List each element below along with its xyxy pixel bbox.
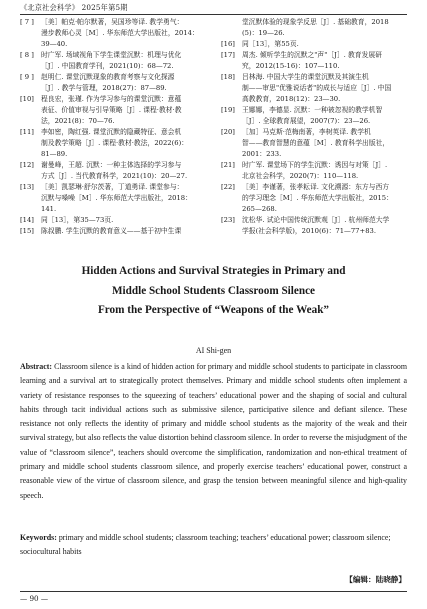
reference-item bbox=[221, 50, 407, 72]
keywords-paragraph bbox=[20, 531, 407, 560]
reference-text: 王娜娜，李德显. 沉默：一种被忽视的教学机智 ［J］. 全球教育展望，2007(7)：23—26. bbox=[242, 106, 383, 125]
reference-item bbox=[221, 127, 407, 160]
reference-item bbox=[221, 215, 407, 237]
reference-text: 同［13］，第35—73页. bbox=[41, 216, 114, 224]
reference-number: [15] bbox=[20, 227, 34, 235]
reference-number: [13] bbox=[20, 183, 34, 191]
reference-number: [18] bbox=[221, 73, 235, 81]
reference-number: [23] bbox=[221, 216, 235, 224]
reference-text: 沈松华. 试论中国传统沉默观［J］. 杭州师范大学 学报(社会科学版)，2010(6)：71—77+83. bbox=[242, 216, 390, 235]
reference-text: 周杰. 倾听学生的沉默之"声"［J］. 教育发展研 究，2012(15-16)：107—110. bbox=[242, 51, 382, 70]
title-line-2: Middle School Students Classroom Silence bbox=[111, 284, 316, 297]
keywords-text: primary and middle school students; classroom teaching; teachers’ educational power; classroom silence; sociocultural habits bbox=[20, 533, 391, 557]
reference-text: 赵明仁. 课堂沉默现象的教育考察与文化探源 ［J］. 教学与管理，2018(27)：87—89. bbox=[41, 73, 175, 92]
author-name: AI Shi-gen bbox=[195, 346, 232, 355]
journal-header: 《北京社会科学》 2025年第5期 bbox=[20, 3, 128, 12]
footer-divider bbox=[20, 591, 407, 592]
reference-item bbox=[221, 105, 407, 127]
reference-text: 时广军. 场域视角下学生课堂沉默：机理与优化 ［J］. 中国教育学刊，2021(10)：68—72. bbox=[41, 51, 182, 70]
reference-number: [12] bbox=[20, 161, 34, 169]
references-left-column bbox=[20, 17, 206, 237]
reference-item bbox=[221, 72, 407, 105]
reference-text: 时广军. 课堂场下的学生沉默：诱因与对策［J］. 北京社会科学，2020(7)：110—118. bbox=[242, 161, 388, 180]
reference-number: [ 9 ] bbox=[20, 73, 34, 81]
reference-item bbox=[20, 50, 206, 72]
english-title bbox=[20, 262, 407, 321]
reference-number: [14] bbox=[20, 216, 34, 224]
reference-item bbox=[20, 17, 206, 50]
reference-number: [21] bbox=[221, 161, 235, 169]
reference-text: 李如密，陶红强. 课堂沉默的隐藏特征、意会机 制及教学策略［J］. 课程·教材·教法，2022(6)： 81—89. bbox=[41, 128, 189, 158]
reference-number: [16] bbox=[221, 40, 235, 48]
reference-number: [10] bbox=[20, 95, 34, 103]
reference-item bbox=[221, 17, 407, 39]
reference-item bbox=[221, 160, 407, 182]
reference-number: [20] bbox=[221, 128, 235, 136]
reference-text: ［美］凯瑟琳·舒尔茨著，丁道勇译. 课堂参与： 沉默与嗓噪［M］. 华东师范大学出版社，2018： 141. bbox=[41, 183, 192, 213]
reference-number: [22] bbox=[221, 183, 235, 191]
abstract-text: Classroom silence is a kind of hidden action for primary and middle school students to participate in classroom learning and a survival art to strategically protect themselves. Primary and middle school students often implement a variety of resistance responses to the squeezing of teachers’ educational power and the shaping of social and cultural habits through tacit individual actions such as submissive silence, participative silence and defiant silence. These resistance not only reflects the identity of primary and middle school students as the majority of the weak and their survival strategy, but also reflects the value distortion behind classroom silence. In order to reverse the misjudgment of the value of “classroom silence”, teachers should overcome the simplification, randomization and non-ethical treatment of primary and middle school students classroom silence, and properly exercise teachers’ educational power, construct a reasonable view of the virtue of classroom silence, and grasp the tension between meaningful silence and high-quality speech. bbox=[20, 362, 407, 500]
reference-number: [17] bbox=[221, 51, 235, 59]
reference-item bbox=[221, 39, 407, 50]
reference-text: 堂沉默体验的现象学反思［J］. 基础教育，2018 (5)：19—26. bbox=[242, 18, 389, 37]
reference-text: 程良宏，张瑾. 作为学习参与的课堂沉默：意蕴 表征、价值审视与引导策略［J］. 课程·教材·教 法，2021(8)：70—76. bbox=[41, 95, 182, 125]
reference-item bbox=[20, 94, 206, 127]
reference-text: ［美］帕克·帕尔默著，吴国珍等译. 教学勇气： 漫步教师心灵［M］. 华东师范大学出版社，2014： 39—40. bbox=[41, 18, 199, 48]
references-right-column bbox=[221, 17, 407, 237]
abstract-label: Abstract: bbox=[20, 362, 52, 371]
title-line-3: From the Perspective of “Weapons of the Weak” bbox=[97, 304, 330, 316]
keywords-label: Keywords: bbox=[20, 533, 57, 542]
title-line-1: Hidden Actions and Survival Strategies in Primary and bbox=[81, 265, 346, 277]
reference-text: 谢曼峰，王超. 沉默：一种主体选择的学习参与 方式［J］. 当代教育科学，2021(10)：20—27. bbox=[41, 161, 188, 180]
reference-text: ［加］马克斯·范梅南著，李树英译. 教学机 智——教育智慧的意蕴［M］. 教育科学出版社， 2001：233. bbox=[242, 128, 390, 158]
reference-number: [ 8 ] bbox=[20, 51, 34, 59]
reference-item bbox=[20, 72, 206, 94]
reference-item bbox=[20, 215, 206, 226]
reference-item bbox=[20, 127, 206, 160]
reference-text: 吕林海. 中国大学生的课堂沉默及其演生机 制——审思"优雅说话者"的成长与适应［J］. 中国 高教教育，2018(12)：23—30. bbox=[242, 73, 392, 103]
page-number: — 90 — bbox=[20, 594, 49, 603]
reference-text: 同［13］，第55页. bbox=[242, 40, 299, 48]
reference-item bbox=[221, 182, 407, 215]
reference-item bbox=[20, 226, 206, 237]
abstract-paragraph bbox=[20, 360, 407, 503]
reference-text: 陈叔鹏. 学生沉默的教育意义——基于初中生课 bbox=[41, 227, 182, 235]
reference-number: [ 7 ] bbox=[20, 18, 34, 26]
reference-text: ［美］李谨著，张孝耘译. 文化溯源：东方与西方 的学习理念［M］. 华东师范大学出版社，2015： 265—268. bbox=[242, 183, 393, 213]
header-divider bbox=[20, 14, 407, 15]
editor-note: 【编辑：陆晓静】 bbox=[345, 575, 406, 584]
reference-item bbox=[20, 182, 206, 215]
reference-number: [19] bbox=[221, 106, 235, 114]
reference-item bbox=[20, 160, 206, 182]
reference-number: [11] bbox=[20, 128, 34, 136]
